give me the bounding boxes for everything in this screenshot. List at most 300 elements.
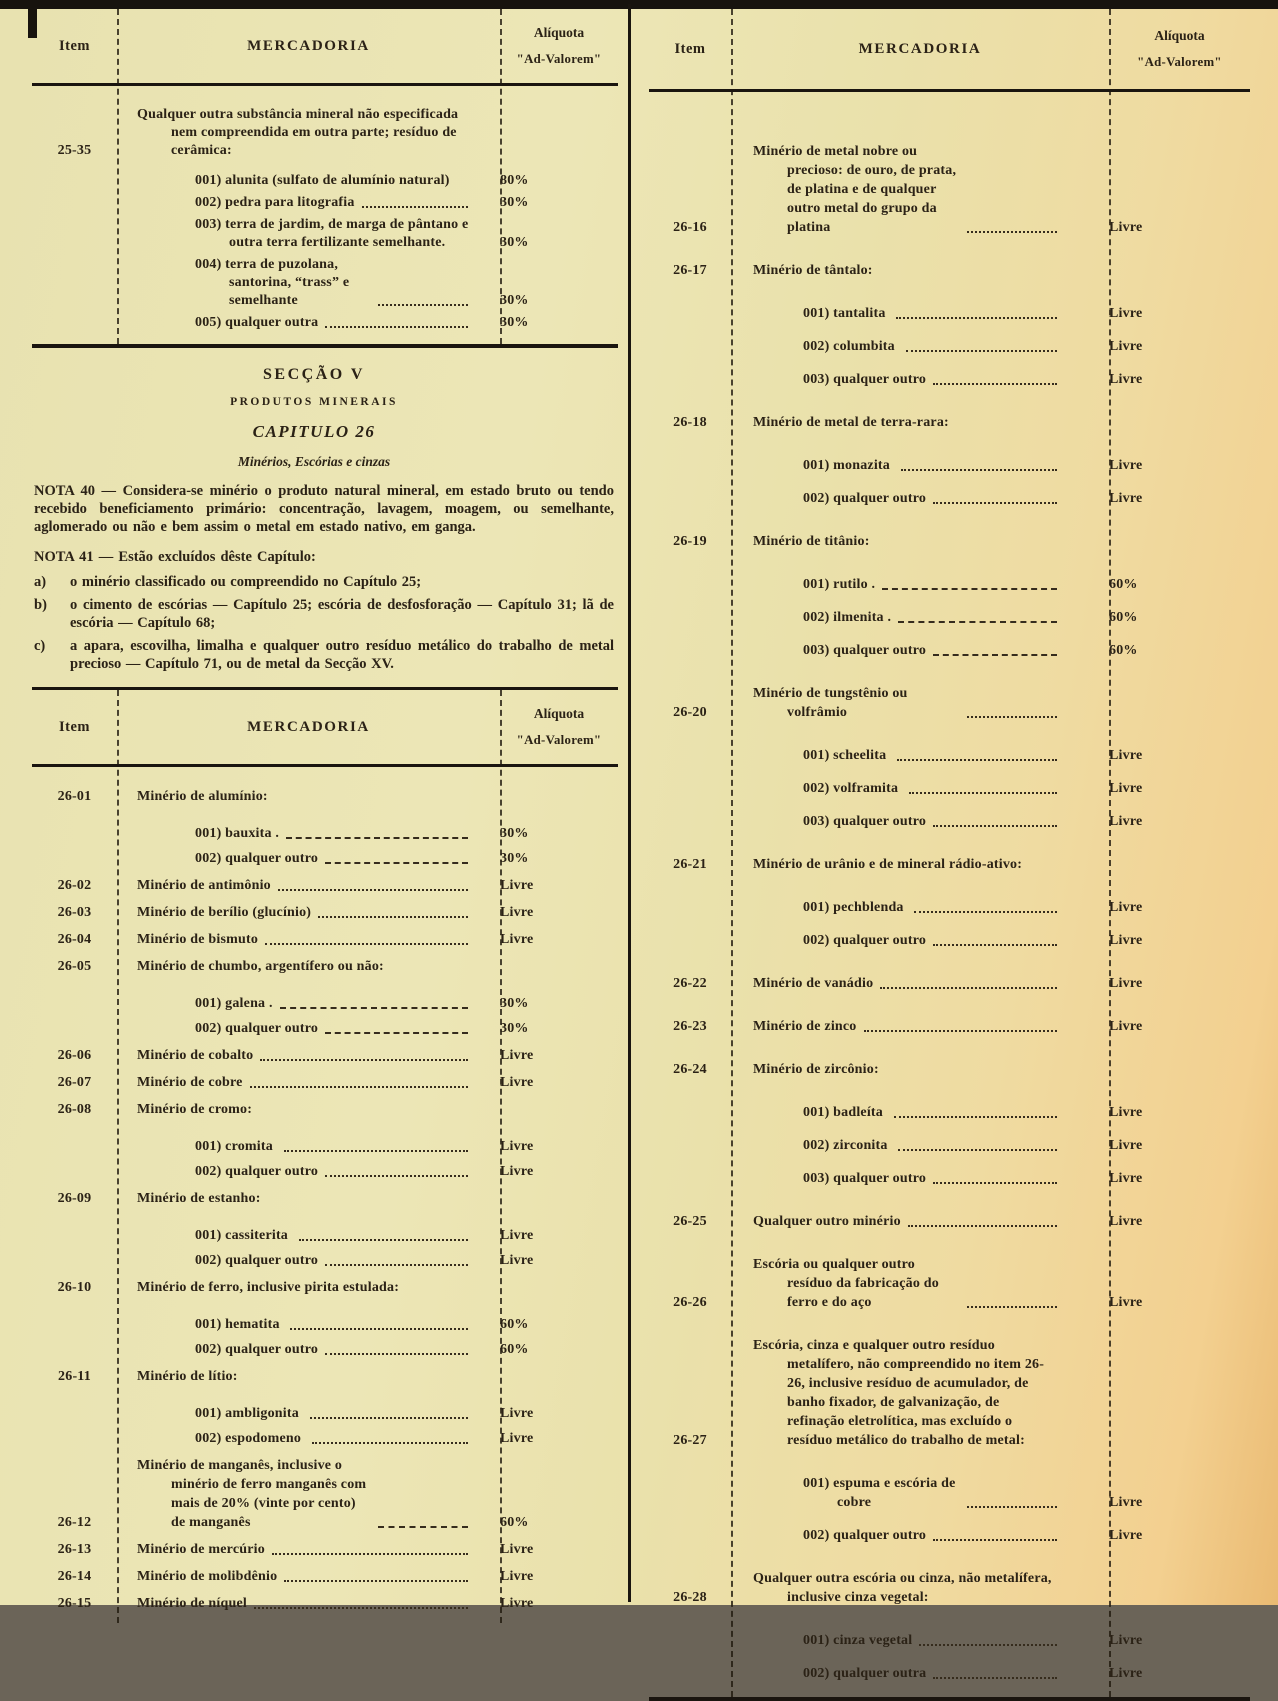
dot-leader [967,1506,1057,1508]
dot-leader [299,1239,468,1241]
dot-leader [914,911,1057,913]
dot-leader [933,654,1057,656]
table-row [32,1046,618,1065]
item-number: 26-23 [673,1019,707,1034]
tariff-value: Livre [1109,1214,1143,1229]
table-row [649,684,1250,722]
mercadoria-cell [731,370,1063,389]
mercadoria-text: Minério de cobalto [137,1048,254,1063]
mercadoria-text: 003) qualquer outro [803,372,927,387]
dot-leader [967,231,1057,233]
item-number: 26-28 [673,1590,707,1605]
dot-leader [378,304,468,306]
table-row [649,1017,1250,1036]
dot-leader [897,759,1057,761]
table-row [32,1540,618,1559]
mercadoria-cell [117,1315,474,1334]
tariff-value: Livre [500,1569,534,1584]
table-row [649,931,1250,950]
table-row [649,1474,1250,1512]
item-number: 25-35 [57,143,92,158]
mercadoria-cell [731,1664,1063,1683]
mercadoria-text: Minério de tântalo: [753,263,873,278]
item-number: 26-02 [57,878,92,893]
tariff-value: 30% [500,195,529,210]
item-number: 26-14 [57,1569,92,1584]
table-row [32,172,618,190]
mercadoria-cell [117,876,474,895]
dot-leader [933,502,1057,504]
mercadoria-text: 001) cinza vegetal [803,1633,913,1648]
mercadoria-text: 001) cromita [195,1139,273,1154]
table-row [649,1212,1250,1231]
item-number: 26-21 [673,857,707,872]
dot-leader [278,889,468,891]
dot-leader [325,1032,468,1034]
tariff-table-chapter-26-right [649,9,1250,1701]
table-header [32,690,618,767]
table-row [649,855,1250,874]
table-row [32,1073,618,1092]
table-row [32,849,618,868]
dot-leader [919,1644,1057,1646]
item-number: 26-05 [57,959,92,974]
dot-leader [933,825,1057,827]
mercadoria-cell [117,930,474,949]
tariff-value: Livre [1109,372,1143,387]
item-number: 26-13 [57,1542,92,1557]
dot-leader [967,716,1057,718]
chapter-title: CAPITULO 26 [252,422,376,441]
tariff-value: Livre [500,1406,534,1421]
table-row [649,1169,1250,1188]
tariff-value: Livre [500,1164,534,1179]
mercadoria-text: 003) qualquer outro [803,1171,927,1186]
mercadoria-cell [731,1060,1063,1079]
tariff-value: 60% [1109,577,1138,592]
tariff-value: Livre [1109,933,1143,948]
tariff-value: Livre [1109,781,1143,796]
tariff-value: Livre [1109,1295,1143,1310]
table-row [649,456,1250,475]
item-number: 26-12 [57,1515,92,1530]
dot-leader [933,1677,1057,1679]
table-row [32,314,618,332]
mercadoria-cell [731,304,1063,323]
mercadoria-cell [117,256,474,310]
mercadoria-text: 002) qualquer outro [195,1253,319,1268]
mercadoria-cell [731,898,1063,917]
dot-leader [362,206,468,208]
mercadoria-text: 002) qualquer outro [803,1528,927,1543]
mercadoria-cell [117,1046,474,1065]
tariff-value: Livre [1109,1105,1143,1120]
dot-leader [933,383,1057,385]
mercadoria-text: Minério de manganês, inclusive o minério de ferro manganês com mais de 20% (vinte por cento) de manganês [137,1458,367,1530]
nota-41-item-text: a apara, escovilha, limalha e qualquer outro resíduo metálico do trabalho de metal precioso — Capítulo 71, ou de metal da Secção XV. [70,638,614,672]
table-row [649,489,1250,508]
dot-leader [325,1353,468,1355]
header-aliquota-line1: Alíquota [533,25,585,41]
tariff-value: Livre [500,878,534,893]
mercadoria-cell [731,1255,1063,1312]
mercadoria-cell [731,413,1063,432]
item-number: 26-26 [673,1295,707,1310]
table-row [32,1019,618,1038]
table-row [32,824,618,843]
chapter-subtitle: Minérios, Escórias e cinzas [237,454,391,469]
table-row [32,903,618,922]
tariff-value: Livre [1109,306,1143,321]
item-number: 26-25 [673,1214,707,1229]
mercadoria-cell [731,142,1063,237]
dot-leader [265,943,468,945]
table-row [32,1100,618,1119]
mercadoria-cell [731,608,1063,627]
mercadoria-cell [731,532,1063,551]
mercadoria-cell [731,1212,1063,1231]
tariff-value: 30% [500,826,529,841]
mercadoria-text: 001) pechblenda [803,900,904,915]
tariff-value: Livre [1109,458,1143,473]
tariff-value: Livre [1109,900,1143,915]
mercadoria-text: 004) terra de puzolana, santorina, “trass” e semelhante [195,257,350,308]
nota-41-item [34,596,614,632]
mercadoria-text: 002) pedra para litografia [195,195,355,210]
dot-leader [896,317,1057,319]
mercadoria-cell [117,1189,474,1208]
table-row [649,1664,1250,1683]
table-row [32,957,618,976]
mercadoria-text: 001) badleíta [803,1105,883,1120]
item-number: 26-04 [57,932,92,947]
mercadoria-cell [731,812,1063,831]
table-row [649,812,1250,831]
header-aliquota [500,26,618,66]
nota-41-item [34,637,614,673]
mercadoria-text: 002) qualquer outro [195,851,319,866]
mercadoria-text: 002) zirconita [803,1138,888,1153]
mercadoria-cell [731,337,1063,356]
dot-leader [250,1086,468,1088]
mercadoria-cell [117,1456,474,1532]
mercadoria-cell [731,746,1063,765]
mercadoria-cell [731,1526,1063,1545]
mercadoria-cell [731,489,1063,508]
table-row [649,575,1250,594]
tariff-value: Livre [1109,1495,1143,1510]
mercadoria-cell [117,1073,474,1092]
mercadoria-cell [731,456,1063,475]
table-row [32,106,618,160]
mercadoria-text: 001) rutilo . [803,577,876,592]
dot-leader [908,1225,1057,1227]
dot-leader [901,469,1057,471]
mercadoria-cell [731,1169,1063,1188]
dot-leader [906,350,1057,352]
table-body [32,767,618,1623]
tariff-table-chapter-26-left [32,687,618,1623]
mercadoria-text: Minério de mercúrio [137,1542,265,1557]
table-row [32,194,618,212]
dot-leader [967,1306,1057,1308]
mercadoria-text: Minério de ferro, inclusive pirita estulada: [137,1280,400,1295]
tariff-value: 30% [500,851,529,866]
mercadoria-cell [117,994,474,1013]
mercadoria-text: Minério de vanádio [753,976,874,991]
mercadoria-text: Escória ou qualquer outro resíduo da fabricação do ferro e do aço [753,1257,939,1310]
tariff-value: 60% [500,1515,529,1530]
nota-41-item-text: o cimento de escórias — Capítulo 25; escória de desfosforação — Capítulo 31; lã de escória — Capítulo 68; [70,597,614,631]
tariff-value: Livre [500,1228,534,1243]
nota-41-item [34,573,614,591]
table-row [649,641,1250,660]
tariff-value: 60% [500,1317,529,1332]
dot-leader [318,916,468,918]
tariff-value: 60% [500,1342,529,1357]
mercadoria-text: 001) espuma e escória de cobre [803,1476,956,1510]
section-subtitle: PRODUTOS MINERAIS [230,396,398,408]
mercadoria-cell [731,1336,1063,1450]
item-number: 26-07 [57,1075,92,1090]
table-row [649,1631,1250,1650]
mercadoria-cell [117,1404,474,1423]
mercadoria-cell [117,1429,474,1448]
mercadoria-text: 003) terra de jardim, de marga de pântano e outra terra fertilizante semelhante. [195,217,469,250]
mercadoria-cell [117,1019,474,1038]
item-number: 26-01 [57,789,92,804]
mercadoria-text: 001) alunita (sulfato de alumínio natural) [195,173,450,188]
mercadoria-text: 001) scheelita [803,748,887,763]
mercadoria-cell [117,172,474,190]
tariff-table-25-35 [32,9,618,348]
dot-leader [882,588,1057,590]
tariff-value: Livre [500,1048,534,1063]
item-number: 26-27 [673,1433,707,1448]
mercadoria-text: 003) qualquer outro [803,643,927,658]
mercadoria-text: 002) qualquer outro [195,1021,319,1036]
mercadoria-cell [731,1631,1063,1650]
dot-leader [909,792,1057,794]
dot-leader [898,621,1057,623]
mercadoria-cell [731,1474,1063,1512]
mercadoria-text: Qualquer outra substância mineral não especificada nem compreendida em outra parte; resíduo de cerâmica: [137,107,459,158]
mercadoria-text: 005) qualquer outra [195,315,319,330]
item-number: 26-15 [57,1596,92,1611]
table-row [32,1226,618,1245]
mercadoria-cell [731,1017,1063,1036]
column-divider-line [628,4,631,1602]
mercadoria-text: 003) qualquer outro [803,814,927,829]
mercadoria-text: 001) galena . [195,996,273,1011]
mercadoria-text: Minério de níquel [137,1596,247,1611]
header-mercadoria: MERCADORIA [247,37,370,54]
mercadoria-cell [117,1100,474,1119]
tariff-value: Livre [1109,748,1143,763]
mercadoria-cell [117,216,474,252]
table-row [32,1429,618,1448]
table-header [32,9,618,86]
mercadoria-text: Minério de molibdênio [137,1569,278,1584]
mercadoria-cell [117,1340,474,1359]
tariff-value: Livre [1109,1633,1143,1648]
mercadoria-text: Qualquer outra escória ou cinza, não metalífera, inclusive cinza vegetal: [753,1571,1052,1605]
table-body [649,92,1250,1697]
header-item: Item [59,37,90,54]
table-row [32,876,618,895]
dot-leader [864,1030,1057,1032]
mercadoria-text: 001) cassiterita [195,1228,289,1243]
tariff-value: 30% [500,1021,529,1036]
dot-leader [284,1150,468,1152]
table-row [32,216,618,252]
dot-leader [933,1539,1057,1541]
table-row [32,1137,618,1156]
mercadoria-cell [731,575,1063,594]
header-aliquota-line1: Alíquota [1154,28,1205,44]
mercadoria-text: 002) volframita [803,781,899,796]
mercadoria-text: 002) columbita [803,339,895,354]
mercadoria-text: Minério de lítio: [137,1369,238,1384]
mercadoria-text: Minério de estanho: [137,1191,261,1206]
table-row [32,1594,618,1613]
table-row [32,930,618,949]
table-row [32,1315,618,1334]
tariff-value: 60% [1109,643,1138,658]
item-number: 26-24 [673,1062,707,1077]
header-mercadoria: MERCADORIA [858,40,982,57]
mercadoria-cell [117,314,474,332]
nota-41-item-text: o minério classificado ou compreendido no Capítulo 25; [70,574,422,590]
table-row [649,779,1250,798]
dot-leader [310,1417,468,1419]
tariff-value: Livre [500,905,534,920]
mercadoria-text: 002) qualquer outro [195,1164,319,1179]
nota-40: NOTA 40 — Considera-se minério o produto natural mineral, em estado bruto ou tendo recebido beneficiamento primário: concentração, lavagem, moagem, ou semelhante, aglomerado ou não e bem assim o metal em estado nativo, em ganga. [34,483,614,535]
mercadoria-text: 002) qualquer outra [803,1666,927,1681]
tariff-value: 30% [500,235,529,250]
table-row [32,256,618,310]
mercadoria-cell [731,641,1063,660]
item-number: 26-16 [673,220,707,235]
mercadoria-text: Minério de antimônio [137,878,271,893]
mercadoria-text: 002) espodomeno [195,1431,302,1446]
mercadoria-cell [731,261,1063,280]
table-row [649,1569,1250,1607]
nota-41-item-label: b) [34,597,47,613]
mercadoria-cell [117,1367,474,1386]
tariff-value: Livre [1109,1171,1143,1186]
mercadoria-cell [117,1162,474,1181]
tariff-value: 30% [500,315,529,330]
tariff-value: Livre [500,1431,534,1446]
mercadoria-text: 002) qualquer outro [195,1342,319,1357]
mercadoria-cell [117,903,474,922]
mercadoria-cell [731,1569,1063,1607]
section-title: SECÇÃO V [263,366,365,383]
mercadoria-text: Minério de zinco [753,1019,857,1034]
header-aliquota-line2: "Ad-Valorem" [516,51,602,66]
item-number: 26-18 [673,415,707,430]
tariff-value: Livre [1109,1019,1143,1034]
item-number: 26-22 [673,976,707,991]
mercadoria-cell [117,1594,474,1613]
table-row [649,142,1250,237]
item-number: 26-09 [57,1191,92,1206]
tariff-value: Livre [500,1596,534,1611]
mercadoria-text: Qualquer outro minério [753,1214,901,1229]
dot-leader [933,1182,1057,1184]
dot-leader [254,1607,468,1609]
right-column [633,9,1278,1701]
table-row [32,1162,618,1181]
table-row [32,1567,618,1586]
item-number: 26-19 [673,534,707,549]
item-number: 26-08 [57,1102,92,1117]
table-row [649,746,1250,765]
mercadoria-text: Minério de titânio: [753,534,870,549]
header-aliquota-line2: "Ad-Valorem" [1137,54,1222,69]
mercadoria-cell [117,957,474,976]
tariff-value: Livre [1109,814,1143,829]
tariff-value: Livre [500,932,534,947]
mercadoria-cell [117,849,474,868]
tariff-value: Livre [1109,1138,1143,1153]
tariff-value: 60% [1109,610,1138,625]
item-number: 26-10 [57,1280,92,1295]
header-aliquota [500,707,618,747]
mercadoria-text: Minério de chumbo, argentífero ou não: [137,959,384,974]
dot-leader [284,1580,468,1582]
item-number: 26-03 [57,905,92,920]
tariff-value: Livre [500,1253,534,1268]
mercadoria-cell [117,1137,474,1156]
table-row [32,1404,618,1423]
mercadoria-cell [117,787,474,806]
tariff-value: Livre [1109,1528,1143,1543]
mercadoria-text: Minério de cromo: [137,1102,253,1117]
table-row [649,1255,1250,1312]
dot-leader [280,1007,468,1009]
mercadoria-text: Minério de urânio e de mineral rádio-ativo: [753,857,1023,872]
dot-leader [325,862,468,864]
table-row [649,1060,1250,1079]
tariff-value: Livre [500,1075,534,1090]
tariff-value: Livre [1109,491,1143,506]
mercadoria-cell [731,974,1063,993]
tariff-value: Livre [500,1542,534,1557]
table-row [32,994,618,1013]
mercadoria-text: Minério de bismuto [137,932,259,947]
table-row [649,974,1250,993]
mercadoria-cell [731,1103,1063,1122]
table-body [32,86,618,344]
mercadoria-cell [117,106,474,160]
dot-leader [894,1116,1057,1118]
header-aliquota [1109,29,1250,69]
table-row [649,898,1250,917]
dot-leader [260,1059,468,1061]
item-number: 26-20 [673,705,707,720]
mercadoria-text: Minério de berílio (glucínio) [137,905,312,920]
dot-leader [286,837,468,839]
dot-leader [378,1526,468,1528]
header-item: Item [674,40,706,57]
mercadoria-text: Minério de cobre [137,1075,243,1090]
left-column [0,9,628,1623]
mercadoria-text: 002) ilmenita . [803,610,892,625]
table-row [649,1103,1250,1122]
